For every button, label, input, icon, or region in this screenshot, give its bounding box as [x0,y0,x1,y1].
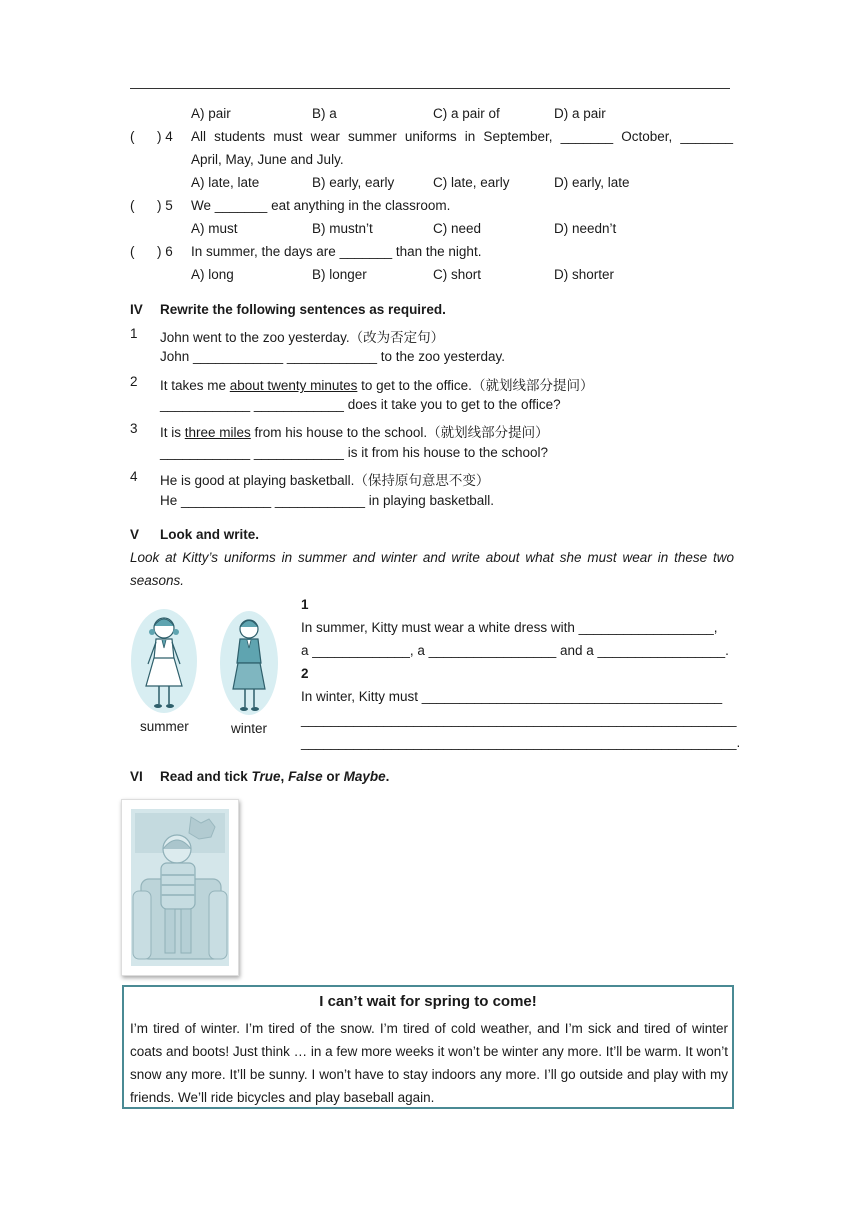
section5-instruction-line1: Look at Kitty’s uniforms in summer and winter and write about what she must wear in these two [130,550,734,565]
story-title: I can’t wait for spring to come! [319,993,537,1010]
q3-option-c: C) a pair of [433,106,500,121]
q3-option-d: D) a pair [554,106,606,121]
q5-question: We _______ eat anything in the classroom. [191,198,451,213]
story-text: I’m tired of winter. I’m tired of the snow. I’m tired of cold weather, and I’m sick and tired of winter coats and boots! Just think … in a few more weeks it won’t be winter any more. It’ll be warm. It won’t snow any more. It’ll be sunny. I won’t have to stay indoors any more. I’ll go outside and play with my friends. We’ll ride bicycles and play baseball again. [130,1021,729,1105]
q4-option-d: D) early, late [554,175,630,190]
q3-option-b: B) a [312,106,337,121]
q6-option-c: C) short [433,267,482,282]
section5-title: Look and write. [160,527,260,542]
s5-item1-line2: a _____________, a _________________ and a _________________. [301,643,729,658]
q5-option-a: A) must [191,221,238,236]
q3-option-a: A) pair [191,106,231,121]
winter-label: winter [231,721,268,736]
q6-question: In summer, the days are _______ than the night. [191,244,482,259]
s4-item4-answer: He ____________ ____________ in playing basketball. [160,493,495,508]
q6-option-d: D) shorter [554,267,615,282]
q5-paren: ( [130,198,135,213]
section6-numeral: VI [130,769,143,784]
s5-item1-line1: In summer, Kitty must wear a white dress with __________________, [301,620,718,635]
s4-item3-answer: ____________ ____________ is it from his house to the school? [160,445,549,460]
s5-item1-number: 1 [301,597,309,612]
q5-number: ) 5 [157,198,173,213]
s4-item2-number: 2 [130,374,138,389]
s4-item1-number: 1 [130,326,138,341]
q4-question-line2: April, May, June and July. [191,152,344,167]
q4-number: ) 4 [157,129,173,144]
s5-item2-line1: In winter, Kitty must ________________________________________ [301,689,723,704]
q5-option-d: D) needn’t [554,221,617,236]
s5-item2-number: 2 [301,666,309,681]
q4-question-line1: All students must wear summer uniforms in September, _______ October, _______ [191,129,733,144]
section6-title: Read and tick True, False or Maybe. [160,769,390,784]
s4-item2-sentence: It takes me about twenty minutes to get to the office.（就划线部分提问） [160,378,594,393]
q4-option-b: B) early, early [312,175,395,190]
section4-numeral: IV [130,302,143,317]
winter-uniform-figure [218,608,280,718]
q6-number: ) 6 [157,244,173,259]
summer-label: summer [140,719,189,734]
s5-item2-line3: __________________________________________________________. [301,735,741,750]
s4-item4-sentence: He is good at playing basketball.（保持原句意思不变） [160,473,490,488]
s4-item4-number: 4 [130,469,138,484]
story-photo-frame [121,799,239,976]
q5-option-c: C) need [433,221,482,236]
boy-in-armchair-illustration [131,809,229,966]
q4-paren: ( [130,129,135,144]
s4-item2-answer: ____________ ____________ does it take you to get to the office? [160,397,561,412]
underlined-phrase: three miles [184,425,251,440]
s4-item1-sentence: John went to the zoo yesterday.（改为否定句） [160,330,445,345]
summer-uniform-figure [128,606,200,716]
section4-title: Rewrite the following sentences as required. [160,302,446,317]
q5-option-b: B) mustn’t [312,221,373,236]
s4-item3-sentence: It is three miles from his house to the school.（就划线部分提问） [160,425,549,440]
q6-option-b: B) longer [312,267,367,282]
s4-item1-answer: John ____________ ____________ to the zoo yesterday. [160,349,506,364]
underlined-phrase: about twenty minutes [229,378,358,393]
section5-instruction-line2: seasons. [130,573,185,588]
q4-option-a: A) late, late [191,175,260,190]
top-rule [130,88,730,89]
q4-option-c: C) late, early [433,175,510,190]
q6-option-a: A) long [191,267,234,282]
story-box [122,985,734,1109]
section5-numeral: V [130,527,140,542]
s5-item2-line2: __________________________________________________________ [301,712,737,727]
q6-paren: ( [130,244,135,259]
s4-item3-number: 3 [130,421,138,436]
